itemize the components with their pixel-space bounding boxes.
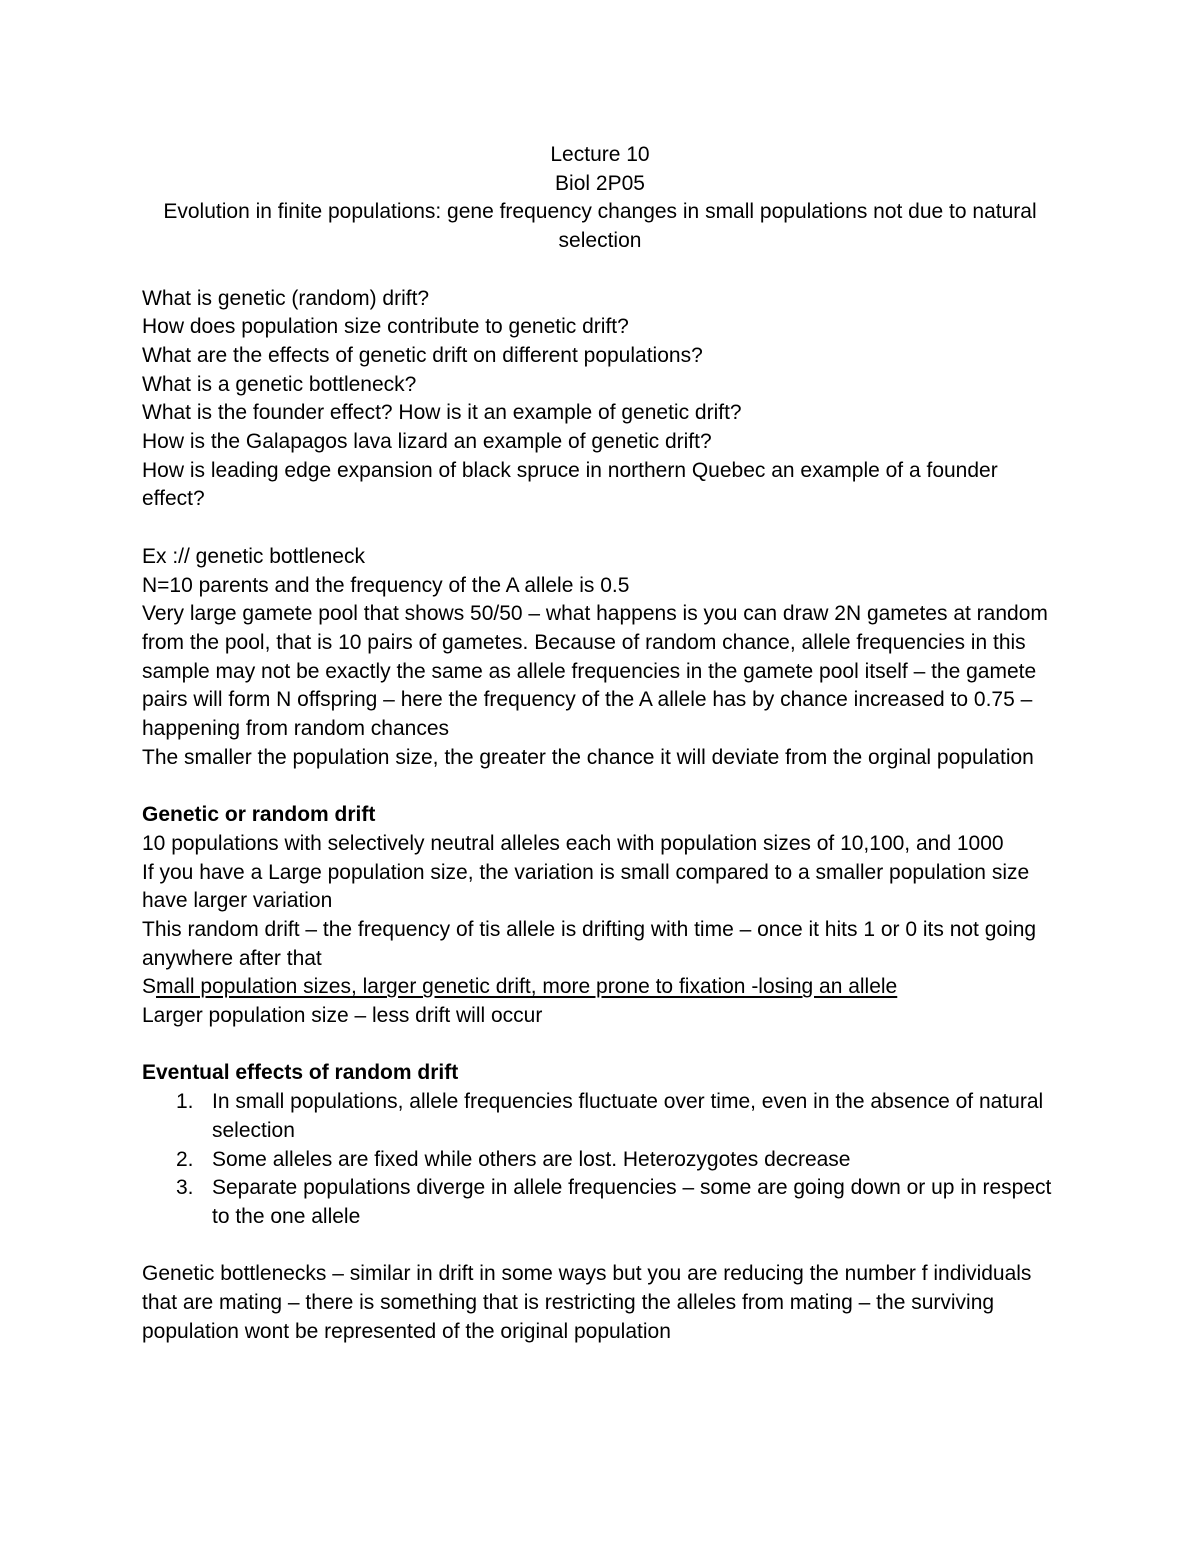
list-item — [176, 1146, 1058, 1175]
example-paragraph: The smaller the population size, the greater the chance it will deviate from the orginal population — [142, 745, 1034, 769]
section-heading: Eventual effects of random drift — [142, 1061, 459, 1085]
drift-line-lead: S — [142, 975, 157, 999]
list-number: 3. — [176, 1176, 194, 1200]
example-section — [142, 543, 1058, 773]
question-item: What is genetic (random) drift? — [142, 286, 430, 310]
example-line: N=10 parents and the frequency of the A allele is 0.5 — [142, 573, 630, 597]
document-page — [142, 141, 1058, 1346]
list-item — [176, 1088, 1058, 1145]
lecture-number: Lecture 10 — [550, 143, 650, 166]
spacer — [142, 1232, 1058, 1261]
drift-line: This random drift – the frequency of tis allele is drifting with time – once it hits 1 or 0 its not going anywhere after that — [142, 917, 1037, 970]
question-item: How is leading edge expansion of black spruce in northern Quebec an example of a founder effect? — [142, 458, 998, 511]
section-heading: Genetic or random drift — [142, 803, 376, 827]
drift-line: Larger population size – less drift will occur — [142, 1004, 543, 1028]
course-code: Biol 2P05 — [555, 171, 645, 195]
list-number: 2. — [176, 1147, 194, 1171]
effects-section — [142, 1059, 1058, 1231]
spacer — [142, 256, 1058, 285]
list-item-text: Separate populations diverge in allele frequencies – some are going down or up in respect to the one allele — [212, 1176, 1052, 1228]
lecture-title: Evolution in finite populations: gene frequency changes in small populations not due to natural selection — [163, 200, 1037, 253]
effects-list — [142, 1088, 1058, 1232]
question-item: What is a genetic bottleneck? — [142, 372, 417, 396]
underlined-text: mall population sizes, larger genetic drift, more prone to fixation -losing an allele — [156, 975, 898, 999]
list-item-text: In small populations, allele frequencies fluctuate over time, even in the absence of natural selection — [212, 1090, 1044, 1142]
bottlenecks-paragraph: Genetic bottlenecks – similar in drift in some ways but you are reducing the number f individuals that are mating – there is something that is restricting the alleles from mating – the surviving population wont be represented of the original population — [142, 1262, 1032, 1343]
example-title: Ex :// genetic bottleneck — [142, 544, 365, 568]
drift-line: If you have a Large population size, the variation is small compared to a smaller population size have larger variation — [142, 860, 1030, 913]
drift-section — [142, 801, 1058, 1031]
spacer — [142, 1031, 1058, 1060]
question-item: How is the Galapagos lava lizard an example of genetic drift? — [142, 430, 712, 454]
list-number: 1. — [176, 1090, 194, 1114]
question-item: How does population size contribute to genetic drift? — [142, 315, 629, 339]
question-item: What are the effects of genetic drift on different populations? — [142, 343, 703, 367]
question-list — [142, 285, 1058, 515]
spacer — [142, 772, 1058, 801]
list-item-text: Some alleles are fixed while others are lost. Heterozygotes decrease — [212, 1147, 851, 1171]
list-item — [176, 1174, 1058, 1231]
question-item: What is the founder effect? How is it an example of genetic drift? — [142, 401, 742, 425]
drift-line-underlined — [142, 973, 1058, 1002]
spacer — [142, 514, 1058, 543]
drift-line: 10 populations with selectively neutral alleles each with population sizes of 10,100, and 1000 — [142, 831, 1004, 855]
example-paragraph: Very large gamete pool that shows 50/50 – what happens is you can draw 2N gametes at random from the pool, that is 10 pairs of gametes. Because of random chance, allele frequencies in this sample may not be exactly the same as allele frequencies in the gamete pool itself – the gamete pairs will form N offspring – here the frequency of the A allele has by chance increased to 0.75 – happening from random chances — [142, 602, 1048, 741]
